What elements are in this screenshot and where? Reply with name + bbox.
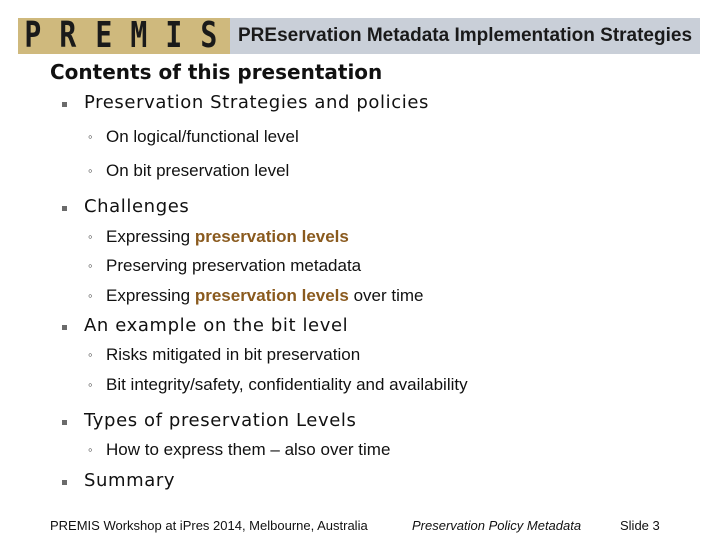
footer-event: PREMIS Workshop at iPres 2014, Melbourne, Australia <box>50 518 368 533</box>
logo-letter: E <box>94 15 112 56</box>
ring-bullet-icon: ◦ <box>88 129 93 144</box>
premis-logo <box>18 15 230 56</box>
logo-letter: I <box>165 15 183 56</box>
header-banner <box>18 15 700 56</box>
footer-topic: Preservation Policy Metadata <box>412 518 582 533</box>
ring-bullet-icon: ◦ <box>88 347 93 362</box>
ring-bullet-icon: ◦ <box>88 229 93 244</box>
ring-bullet-icon: ◦ <box>88 288 93 303</box>
ring-bullet-icon: ◦ <box>88 163 93 178</box>
sub-list-item-label: Bit integrity/safety, confidentiality and availability <box>106 375 468 394</box>
ring-bullet-icon: ◦ <box>88 258 93 273</box>
text-part: over time <box>348 286 424 305</box>
square-bullet-icon <box>62 480 67 485</box>
square-bullet-icon <box>62 325 67 330</box>
logo-letter: R <box>59 15 77 56</box>
sub-list-item-label: How to express them – also over time <box>106 440 391 459</box>
square-bullet-icon <box>62 206 67 211</box>
highlighted-term: preservation levels <box>194 227 349 246</box>
text-part: Expressing <box>106 227 195 246</box>
sub-list-item-label: Preserving preservation metadata <box>106 256 362 275</box>
sub-list-item-label <box>106 286 424 306</box>
sub-list-item-label: On bit preservation level <box>106 161 290 180</box>
logo-letter: M <box>130 15 148 56</box>
ring-bullet-icon: ◦ <box>88 442 93 457</box>
highlighted-term: preservation levels <box>194 286 349 305</box>
text-part: Expressing <box>106 286 195 305</box>
sub-list-item-label: On logical/functional level <box>106 127 299 146</box>
list-item-label: Challenges <box>84 196 190 217</box>
sub-list-item-label <box>106 227 349 247</box>
banner-title: PREservation Metadata Implementation Strategies <box>230 18 700 54</box>
sub-list-item-label: Risks mitigated in bit preservation <box>106 345 361 364</box>
ring-bullet-icon: ◦ <box>88 377 93 392</box>
list-item-label: An example on the bit level <box>84 315 349 336</box>
logo-letter: P <box>24 15 42 56</box>
slide-title: Contents of this presentation <box>50 60 383 84</box>
slide-number: Slide 3 <box>620 518 660 533</box>
list-item-label: Preservation Strategies and policies <box>84 92 429 113</box>
list-item-label: Types of preservation Levels <box>84 410 357 431</box>
square-bullet-icon <box>62 102 67 107</box>
logo-letter: S <box>200 15 218 56</box>
list-item-label: Summary <box>84 470 176 491</box>
square-bullet-icon <box>62 420 67 425</box>
